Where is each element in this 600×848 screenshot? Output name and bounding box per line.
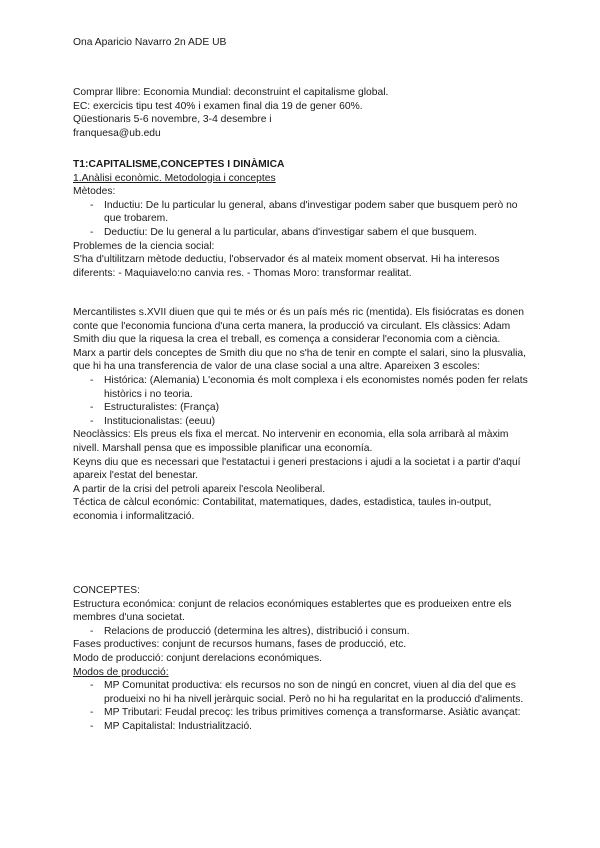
section-title: CONCEPTES: [73,585,140,596]
modes-list [73,679,533,733]
list-item: - Estructuralistes: (França) [73,401,533,415]
history-section [73,306,533,524]
author-header: Ona Aparicio Navarro 2n ADE UB [73,37,227,48]
paragraph: Estructura económica: conjunt de relacios económiques establertes que es produeixen entre els membres d'una societat. [73,598,512,624]
course-info [73,86,533,140]
info-line: Qüestionaris 5-6 novembre, 3-4 desembre i [73,114,272,126]
paragraph: Neoclàssics: Els preus els fixa el mercat. No intervenir en economia, ella sola arribarà al màxim nivell. Marshall pensa que es impossible planificar una economía. [73,429,509,454]
section-subtitle: 1.Anàlisi econòmic. Metodologia i conceptes [73,172,276,184]
list-item: - Institucionalistas: (eeuu) [73,415,533,429]
problemes-text: S'ha d'ultilitzarn mètode deductiu, l'observador és al mateix moment observat. Hi ha interesos diferents: - Maquiavelo:no canvia res. - Thomas Moro: transformar realitat. [73,254,500,279]
list-item: - Deductiu: De lu general a lu particular, abans d'investigar sabem el que busquem. [73,226,533,240]
paragraph: A partir de la crisi del petroli apareix l'escola Neoliberal. [73,483,326,495]
list-item: - Histórica: (Alemania) L'economia és molt complexa i els economistes només poden fer relats històrics i no teoria. [73,374,533,401]
email-line: franquesa@ub.edu [73,127,161,139]
paragraph: Téctica de càlcul económic: Contabilitat, matematiques, dades, estadistica, taules in-output, economia i informalització. [73,497,492,522]
relacions-list [73,625,533,639]
paragraph: Keyns diu que es necessari que l'estatactui i generi prestacions i ajudi a la societat i a partir d'aquí apareix l'estat del benestar. [73,456,521,482]
list-item: - MP Comunitat productiva: els recursos no son de ningú en concret, viuen al dia del que es produeixi no hi ha nivell jeràrquic social. Però no hi ha regularitat en la producció d'aliments. [73,679,533,706]
problemes-label: Problemes de la ciencia social: [73,240,215,252]
list-item: - MP Tributari: Feudal precoç: les tribus primitives comença a transformarse. Asiàtic avançat: [73,706,533,720]
paragraph: Fases productives: conjunt de recursos humans, fases de producció, etc. [73,639,407,651]
conceptes-section [73,584,533,734]
paragraph: Mercantilistes s.XVII diuen que qui te més or és un país més ric (mentida). Els fisiócratas es donen conte que l'economia funciona d'una certa manera, la producció va circulant. Els clàssics: Adam Smith diu que la riquesa la crea el treball, es comença a considerar l'economia com a ciència. [73,307,524,346]
escoles-list [73,374,533,428]
metodes-label: Mètodes: [73,186,116,198]
info-line: EC: exercicis tipu test 40% i examen final dia 19 de gener 60%. [73,100,363,112]
modes-label: Modos de producció: [73,666,169,678]
section-t1 [73,158,533,280]
section-title: T1:CAPITALISME,CONCEPTES I DINÀMICA [73,159,285,170]
paragraph: Modo de producció: conjunt derelacions económiques. [73,652,322,664]
list-item: - Relacions de producció (determina les altres), distribució i consum. [73,625,533,639]
list-item: - Inductiu: De lu particular lu general, abans d'investigar podem saber que busquem però no que trobarem. [73,199,533,226]
metodes-list [73,199,533,240]
paragraph: Marx a partir dels conceptes de Smith diu que no s'ha de tenir en compte el salari, sino la plusvalia, que hi ha una transferencia de valor de una clase social a una altre. Apareixen 3 escoles: [73,347,526,373]
info-line: Comprar llibre: Economia Mundial: deconstruint el capitalisme global. [73,87,389,98]
list-item: - MP Capitalistal: Industrialització. [73,720,533,734]
